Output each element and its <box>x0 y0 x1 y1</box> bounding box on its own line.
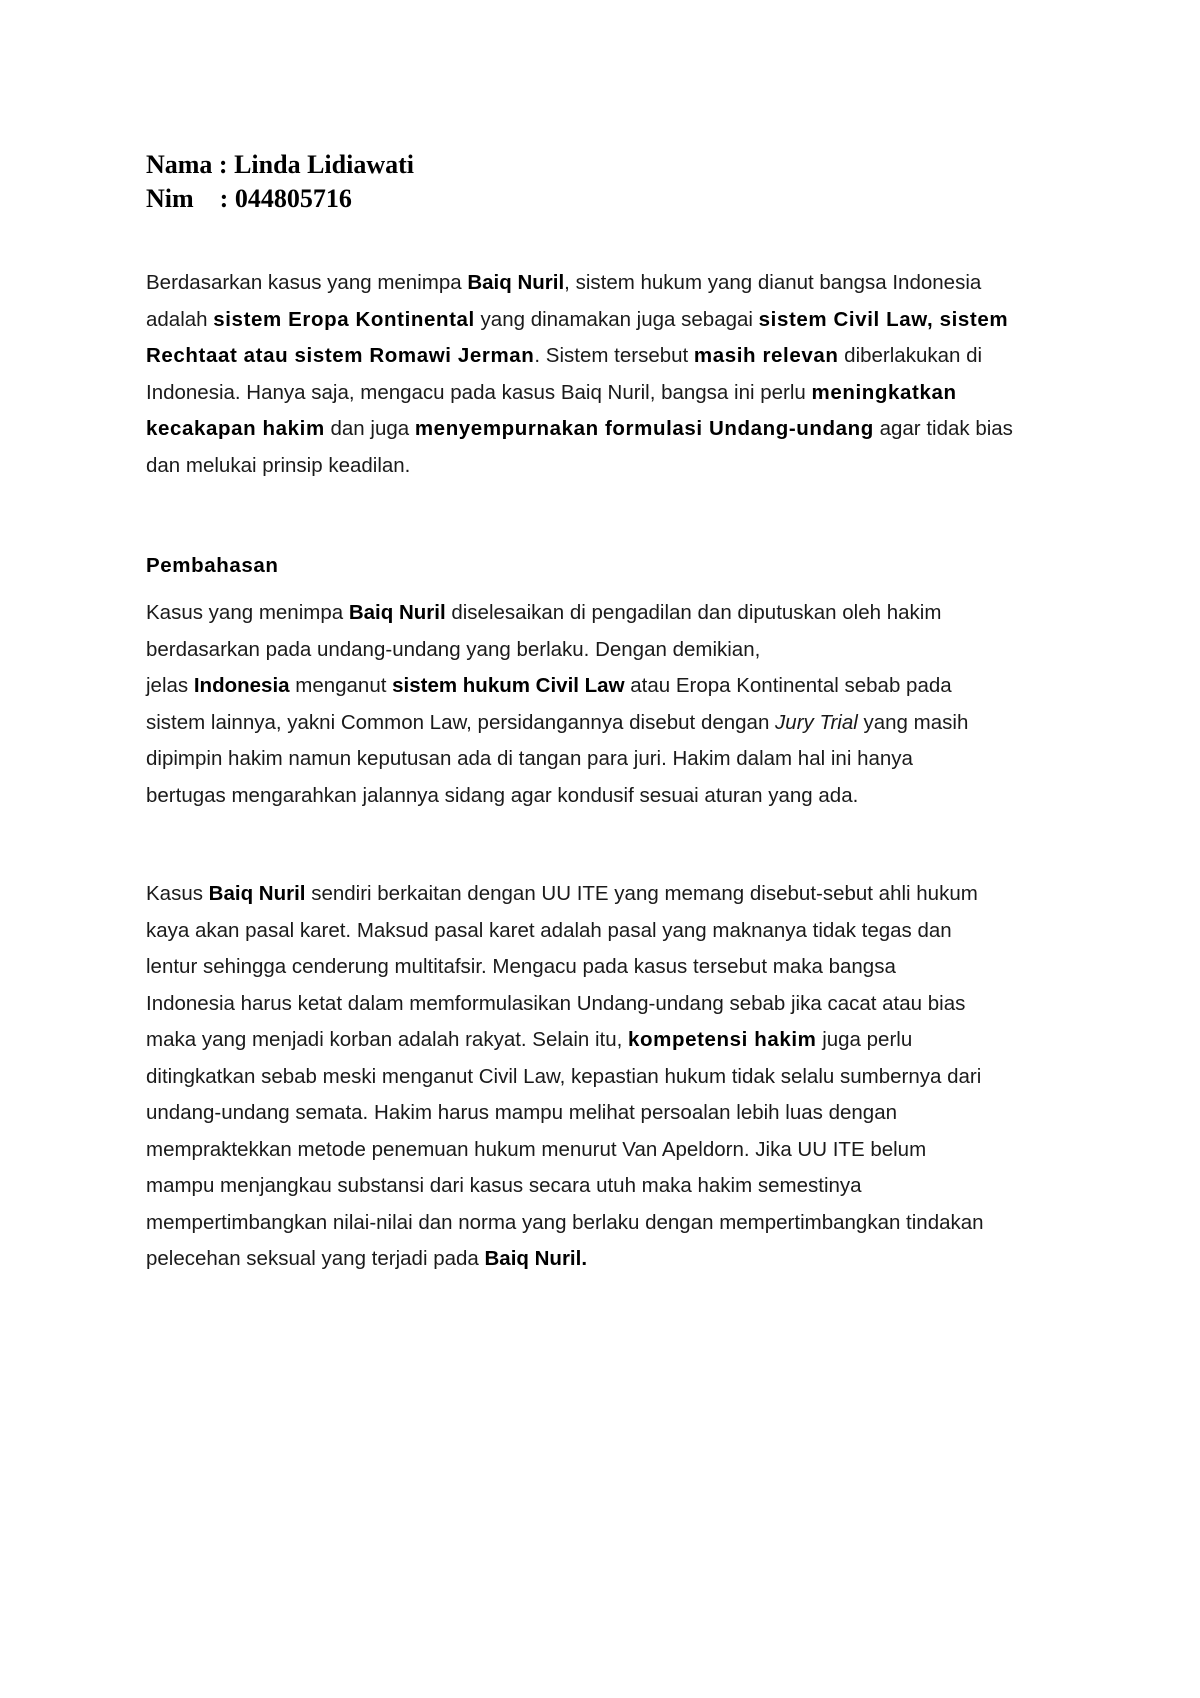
text-line: mampu menjangkau substansi dari kasus secara utuh maka hakim semestinya <box>146 1174 862 1197</box>
bold-phrase: menyempurnakan formulasi Undang-undang <box>414 417 874 440</box>
text-line: kecakapan hakim dan juga menyempurnakan formulasi Undang-undang agar tidak bias <box>146 417 1013 440</box>
text-line: bertugas mengarahkan jalannya sidang agar kondusif sesuai aturan yang ada. <box>146 783 859 807</box>
text-line: Kasus Baiq Nuril sendiri berkaitan dengan UU ITE yang memang disebut-sebut ahli hukum <box>146 882 978 905</box>
answer-paragraph <box>146 265 1076 484</box>
student-identity-header <box>146 148 414 216</box>
text-line: Rechtaat atau sistem Romawi Jerman. Sistem tersebut masih relevan diberlakukan di <box>146 344 983 367</box>
bold-phrase: Rechtaat atau sistem Romawi Jerman <box>146 344 535 367</box>
italic-phrase: Jury Trial <box>775 710 858 734</box>
bold-phrase: kompetensi hakim <box>628 1028 817 1051</box>
section-heading: Pembahasan <box>146 554 279 577</box>
student-name-line: Nama : Linda Lidiawati <box>146 150 414 179</box>
text-line: berdasarkan pada undang-undang yang berlaku. Dengan demikian, <box>146 637 761 661</box>
text-line: Kasus yang menimpa Baiq Nuril diselesaikan di pengadilan dan diputuskan oleh hakim <box>146 601 942 624</box>
text-line: Berdasarkan kasus yang menimpa Baiq Nuril, sistem hukum yang dianut bangsa Indonesia <box>146 271 982 294</box>
text-line: kaya akan pasal karet. Maksud pasal karet adalah pasal yang maknanya tidak tegas dan <box>146 918 952 942</box>
text-line: sistem lainnya, yakni Common Law, persidangannya disebut dengan Jury Trial yang masih <box>146 710 969 734</box>
text-line: mempertimbangkan nilai-nilai dan norma yang berlaku dengan mempertimbangkan tindakan <box>146 1210 984 1234</box>
text-line: lentur sehingga cenderung multitafsir. Mengacu pada kasus tersebut maka bangsa <box>146 955 896 978</box>
bold-phrase: Baiq Nuril. <box>484 1247 588 1270</box>
bold-phrase: kecakapan hakim <box>146 417 325 440</box>
text-line: dan melukai prinsip keadilan. <box>146 453 411 477</box>
text-line: dipimpin hakim namun keputusan ada di tangan para juri. Hakim dalam hal ini hanya <box>146 747 913 770</box>
text-line: adalah sistem Eropa Kontinental yang dinamakan juga sebagai sistem Civil Law, sistem <box>146 307 1009 331</box>
student-nim-line: Nim : 044805716 <box>146 184 352 213</box>
text-line: ditingkatkan sebab meski menganut Civil Law, kepastian hukum tidak selalu sumbernya dari <box>146 1064 982 1088</box>
text-line: mempraktekkan metode penemuan hukum menurut Van Apeldorn. Jika UU ITE belum <box>146 1137 927 1161</box>
text-line: pelecehan seksual yang terjadi pada Baiq Nuril. <box>146 1247 588 1270</box>
bold-phrase: sistem Civil Law, sistem <box>758 307 1009 331</box>
bold-phrase: Baiq Nuril <box>467 271 565 294</box>
bold-phrase: meningkatkan <box>811 380 957 404</box>
bold-phrase: sistem hukum Civil Law <box>392 674 625 697</box>
text-line: maka yang menjadi korban adalah rakyat. Selain itu, kompetensi hakim juga perlu <box>146 1028 913 1051</box>
discussion-paragraph <box>146 876 1076 1278</box>
bold-phrase: Baiq Nuril <box>208 882 306 905</box>
bold-phrase: Baiq Nuril <box>348 601 446 624</box>
bold-phrase: masih relevan <box>693 344 839 367</box>
bold-phrase: sistem Eropa Kontinental <box>213 307 475 331</box>
text-line: Indonesia harus ketat dalam memformulasikan Undang-undang sebab jika cacat atau bias <box>146 991 966 1015</box>
bold-phrase: Indonesia <box>193 674 290 697</box>
text-line: Indonesia. Hanya saja, mengacu pada kasus Baiq Nuril, bangsa ini perlu meningkatkan <box>146 380 957 404</box>
text-line: jelas Indonesia menganut sistem hukum Civil Law atau Eropa Kontinental sebab pada <box>146 674 952 697</box>
text-line: undang-undang semata. Hakim harus mampu melihat persoalan lebih luas dengan <box>146 1101 897 1124</box>
discussion-paragraph <box>146 595 1076 814</box>
